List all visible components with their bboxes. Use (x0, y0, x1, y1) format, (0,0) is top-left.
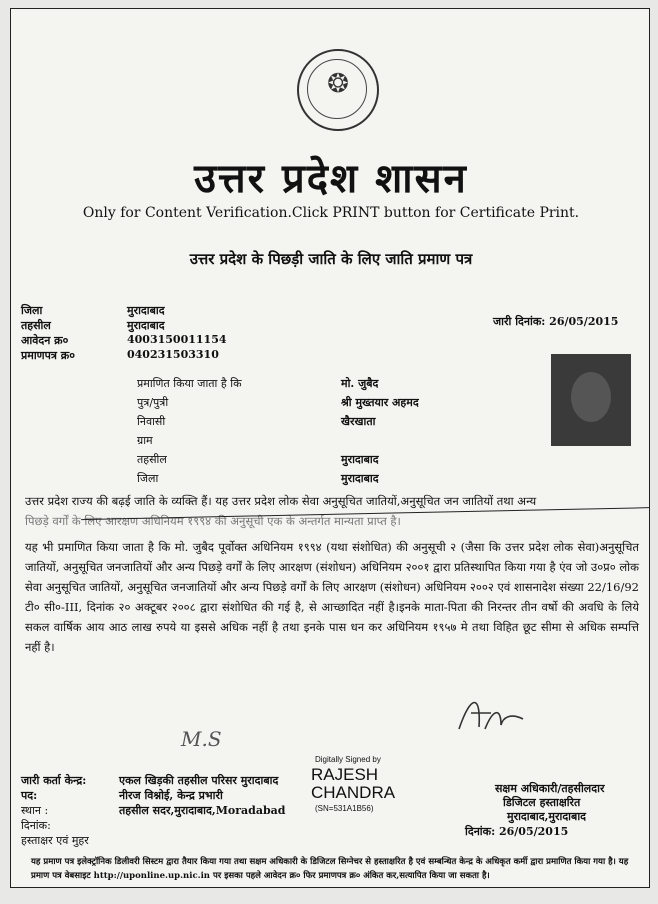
issuer-post-value: नीरज विश्नोई, केन्द्र प्रभारी (119, 789, 223, 802)
certificate-no-label: प्रमाणपत्र क्र० (21, 349, 75, 362)
meta-tehsil-value: मुरादाबाद (127, 319, 165, 332)
application-no-label: आवेदन क्र० (21, 334, 69, 347)
child-of-value: श्री मुख्तयार अहमद (341, 396, 419, 409)
meta-district-label: जिला (21, 304, 43, 317)
digitally-signed-by: Digitally Signed by (315, 755, 381, 764)
body-paragraph-2: यह भी प्रमाणित किया जाता है कि मो. जुबैद पूर्वोक्त अधिनियम १९९४ (यथा संशोधित) की अनुसूची २ (जैसा कि उत्तर प्रदेश लोक सेवा)अनुसूचित जातियों, अनुसूचित जनजातियों और अन्य पिछड़े वर्गों के लिए आरक्षण (संशोधन) अधिनियम २००१ द्वारा प्रतिस्थापित किया गया है एंव जो उ०प्र० लोक सेवा अनुसूचित जातियों, अनुसूचित जनजातियों और अन्य पिछड़े वर्गों के लिए आरक्षण (संशोधन) अधिनियम २००२ एवं शासनादेश संख्या 22/16/92 टी० सी०-III, दिनांक २० अक्टूबर २००८ द्वारा संशोधित की गई है, से आच्छादित नहीं है।इनके माता-पिता की निरन्तर तीन वर्षो की अवधि के लिये सकल वार्षिक आय आठ लाख रुपये या इससे अधिक नहीं है तथा इनके पास धन कर अधिनियम १९५७ मे तथा विहित छूट सीमा से अधिक सम्पत्ति नहीं है। (25, 540, 639, 654)
detail-district-value: मुरादाबाद (341, 472, 379, 485)
meta-tehsil-label: तहसील (21, 319, 51, 332)
officer-handwritten-signature (451, 689, 529, 739)
issue-date: जारी दिनांक: 26/05/2015 (493, 315, 619, 328)
detail-tehsil-value: मुरादाबाद (341, 453, 379, 466)
issuer-place-label: स्थान : (21, 804, 49, 817)
certificate-page (10, 8, 650, 888)
resident-label: निवासी (137, 415, 166, 428)
initials-signature: M.S (181, 727, 222, 751)
signer-last-name: CHANDRA (311, 783, 396, 802)
authority-title: सक्षम अधिकारी/तहसीलदार (495, 782, 605, 795)
footer-note: यह प्रमाण पत्र इलेक्ट्रॉनिक डिलीवरी सिस्टम द्वारा तैयार किया गया तथा सक्षम अधिकारी के डिजिटल सिग्नेचर से हस्ताक्षरित है एवं सम्बन्धित केन्द्र के अधिकृत कर्मी द्वारा प्रमाणित किया गया है। यह प्रमाण पत्र वेबसाइट http://uponline.up.nic.in पर इसका पहले आवेदन क्र० फिर प्रमाणपत्र क्र० अंकित कर,सत्यापित किया जा सकता है। (31, 857, 629, 881)
certificate-no-value: 040231503310 (127, 348, 219, 361)
detail-tehsil-label: तहसील (137, 453, 167, 466)
meta-district-value: मुरादाबाद (127, 304, 165, 317)
authority-date: दिनांक: 26/05/2015 (465, 825, 569, 838)
up-government-emblem (297, 49, 379, 131)
village-label: ग्राम (137, 434, 153, 447)
issuer-place-value: तहसील सदर,मुरादाबाद,Moradabad (119, 804, 286, 817)
authority-digital-signed: डिजिटल हस्ताक्षरित (503, 796, 581, 809)
body-line-1: उत्तर प्रदेश राज्य की बढ़ई जाति के व्यक्ति हैं। यह उत्तर प्रदेश लोक सेवा अनुसूचित जातियों,अनुसूचित जन जातियों तथा अन्य (25, 494, 537, 508)
body-line-2: पिछड़े वर्गों के लिए आरक्षण अधिनियम १९९४ की अनुसूची एक के अन्तर्गत मान्यता प्राप्त है। (25, 514, 401, 528)
issuer-post-label: पद: (21, 789, 38, 802)
applicant-photo (551, 354, 631, 446)
page-title: उत्तर प्रदेश शासन (194, 155, 468, 202)
issuer-center-label: जारी कर्ता केन्द्र: (21, 774, 87, 787)
verification-note: Only for Content Verification.Click PRINT button for Certificate Print. (82, 205, 580, 221)
issuer-center-value: एकल खिड़की तहसील परिसर मुरादाबाद (119, 774, 279, 787)
application-no-value: 4003150011154 (127, 333, 227, 346)
issuer-date-label: दिनांक: (21, 819, 51, 832)
certify-value: मो. जुबैद (341, 377, 379, 390)
signer-serial: (SN=531A1B56) (315, 804, 374, 813)
sign-seal-label: हस्ताक्षर एवं मुहर (21, 834, 89, 847)
emblem-icon: ❂ (327, 69, 349, 99)
certify-label: प्रमाणित किया जाता है कि (137, 377, 242, 390)
certificate-heading: उत्तर प्रदेश के पिछड़ी जाति के लिए जाति प्रमाण पत्र (189, 250, 473, 268)
signer-first-name: RAJESH (311, 765, 379, 784)
child-of-label: पुत्र/पुत्री (137, 396, 169, 409)
authority-location: मुरादाबाद,मुरादाबाद (507, 810, 587, 823)
resident-value: खैरखाता (341, 415, 376, 428)
detail-district-label: जिला (137, 472, 159, 485)
